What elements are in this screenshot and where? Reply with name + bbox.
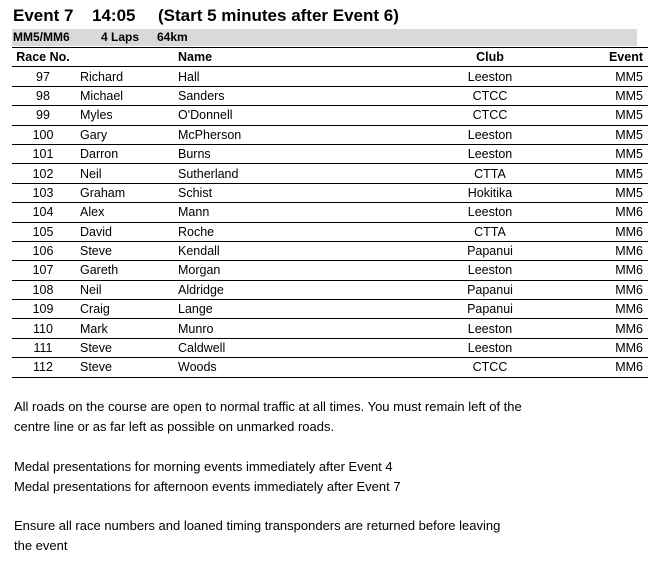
table-row	[12, 106, 648, 125]
last-name: Morgan	[178, 261, 433, 280]
laps-label: 4 Laps	[101, 30, 140, 44]
last-name: O'Donnell	[178, 106, 433, 125]
table-body	[12, 67, 648, 377]
last-name: Kendall	[178, 241, 433, 260]
club: Papanui	[433, 241, 547, 260]
traffic-notice	[14, 397, 614, 438]
event-start-note: (Start 5 minutes after Event 6)	[158, 6, 399, 25]
race-number: 97	[12, 67, 74, 86]
club: CTCC	[433, 106, 547, 125]
first-name: Steve	[74, 358, 178, 377]
last-name: Hall	[178, 67, 433, 86]
col-name-spacer	[74, 48, 178, 67]
col-name: Name	[178, 48, 433, 67]
race-entries-table	[12, 47, 648, 378]
club: Leeston	[433, 125, 547, 144]
first-name: Steve	[74, 241, 178, 260]
traffic-notice-line-1: All roads on the course are open to normal traffic at all times. You must remain left of the	[14, 399, 522, 414]
event-class: MM5	[547, 164, 648, 183]
table-row	[12, 86, 648, 105]
first-name: Gareth	[74, 261, 178, 280]
club: Papanui	[433, 300, 547, 319]
club: CTTA	[433, 164, 547, 183]
event-class: MM6	[547, 319, 648, 338]
last-name: Schist	[178, 183, 433, 202]
return-notice-line-2: the event	[14, 538, 68, 554]
first-name: Graham	[74, 183, 178, 202]
medal-morning-line: Medal presentations for morning events immediately after Event 4	[14, 458, 393, 474]
race-number: 108	[12, 280, 74, 299]
last-name: Sutherland	[178, 164, 433, 183]
col-club: Club	[433, 48, 547, 67]
race-number: 102	[12, 164, 74, 183]
last-name: Woods	[178, 358, 433, 377]
event-class: MM5	[547, 86, 648, 105]
race-number: 100	[12, 125, 74, 144]
first-name: David	[74, 222, 178, 241]
event-class: MM5	[547, 125, 648, 144]
table-row	[12, 300, 648, 319]
medal-notice	[14, 457, 614, 498]
event-class: MM6	[547, 203, 648, 222]
class-banner	[12, 29, 637, 46]
race-number: 105	[12, 222, 74, 241]
table-row	[12, 222, 648, 241]
last-name: Lange	[178, 300, 433, 319]
table-row	[12, 241, 648, 260]
event-title: Event 7	[13, 6, 74, 25]
event-header	[13, 5, 399, 27]
event-class: MM6	[547, 222, 648, 241]
table-row	[12, 164, 648, 183]
notes-section	[14, 397, 614, 576]
race-number: 106	[12, 241, 74, 260]
last-name: Aldridge	[178, 280, 433, 299]
last-name: Sanders	[178, 86, 433, 105]
first-name: Alex	[74, 203, 178, 222]
last-name: Munro	[178, 319, 433, 338]
event-class: MM5	[547, 106, 648, 125]
table-row	[12, 319, 648, 338]
table-row	[12, 261, 648, 280]
distance-label: 64km	[157, 30, 188, 44]
race-number: 112	[12, 358, 74, 377]
club: Leeston	[433, 338, 547, 357]
event-class: MM6	[547, 261, 648, 280]
event-class: MM6	[547, 280, 648, 299]
first-name: Myles	[74, 106, 178, 125]
table-row	[12, 125, 648, 144]
club: Leeston	[433, 261, 547, 280]
club: Hokitika	[433, 183, 547, 202]
race-number: 111	[12, 338, 74, 357]
table-row	[12, 338, 648, 357]
medal-afternoon-line: Medal presentations for afternoon events immediately after Event 7	[14, 478, 401, 494]
event-class: MM6	[547, 300, 648, 319]
event-class: MM5	[547, 183, 648, 202]
race-number: 107	[12, 261, 74, 280]
class-label: MM5/MM6	[13, 30, 70, 44]
last-name: Burns	[178, 144, 433, 163]
race-number: 101	[12, 144, 74, 163]
club: CTCC	[433, 86, 547, 105]
table-row	[12, 280, 648, 299]
first-name: Craig	[74, 300, 178, 319]
last-name: Mann	[178, 203, 433, 222]
club: Leeston	[433, 144, 547, 163]
club: Leeston	[433, 203, 547, 222]
return-notice	[14, 516, 614, 557]
event-class: MM6	[547, 358, 648, 377]
race-number: 99	[12, 106, 74, 125]
race-number: 104	[12, 203, 74, 222]
last-name: Caldwell	[178, 338, 433, 357]
first-name: Neil	[74, 280, 178, 299]
event-class: MM6	[547, 338, 648, 357]
return-notice-line-1: Ensure all race numbers and loaned timing transponders are returned before leaving	[14, 518, 501, 534]
club: CTTA	[433, 222, 547, 241]
race-number: 103	[12, 183, 74, 202]
traffic-notice-line-2: centre line or as far left as possible on unmarked roads.	[14, 419, 335, 435]
first-name: Steve	[74, 338, 178, 357]
race-number: 109	[12, 300, 74, 319]
event-class: MM6	[547, 241, 648, 260]
table-row	[12, 144, 648, 163]
table-header-row	[12, 48, 648, 67]
col-event: Event	[547, 48, 648, 67]
event-time: 14:05	[92, 6, 136, 25]
event-class: MM5	[547, 67, 648, 86]
club: Papanui	[433, 280, 547, 299]
table-row	[12, 67, 648, 86]
race-number: 110	[12, 319, 74, 338]
first-name: Neil	[74, 164, 178, 183]
table-row	[12, 203, 648, 222]
first-name: Richard	[74, 67, 178, 86]
table-row	[12, 358, 648, 377]
first-name: Darron	[74, 144, 178, 163]
race-number: 98	[12, 86, 74, 105]
event-class: MM5	[547, 144, 648, 163]
first-name: Mark	[74, 319, 178, 338]
table-row	[12, 183, 648, 202]
club: Leeston	[433, 319, 547, 338]
club: Leeston	[433, 67, 547, 86]
col-race-no: Race No.	[12, 48, 74, 67]
first-name: Gary	[74, 125, 178, 144]
club: CTCC	[433, 358, 547, 377]
last-name: McPherson	[178, 125, 433, 144]
first-name: Michael	[74, 86, 178, 105]
last-name: Roche	[178, 222, 433, 241]
